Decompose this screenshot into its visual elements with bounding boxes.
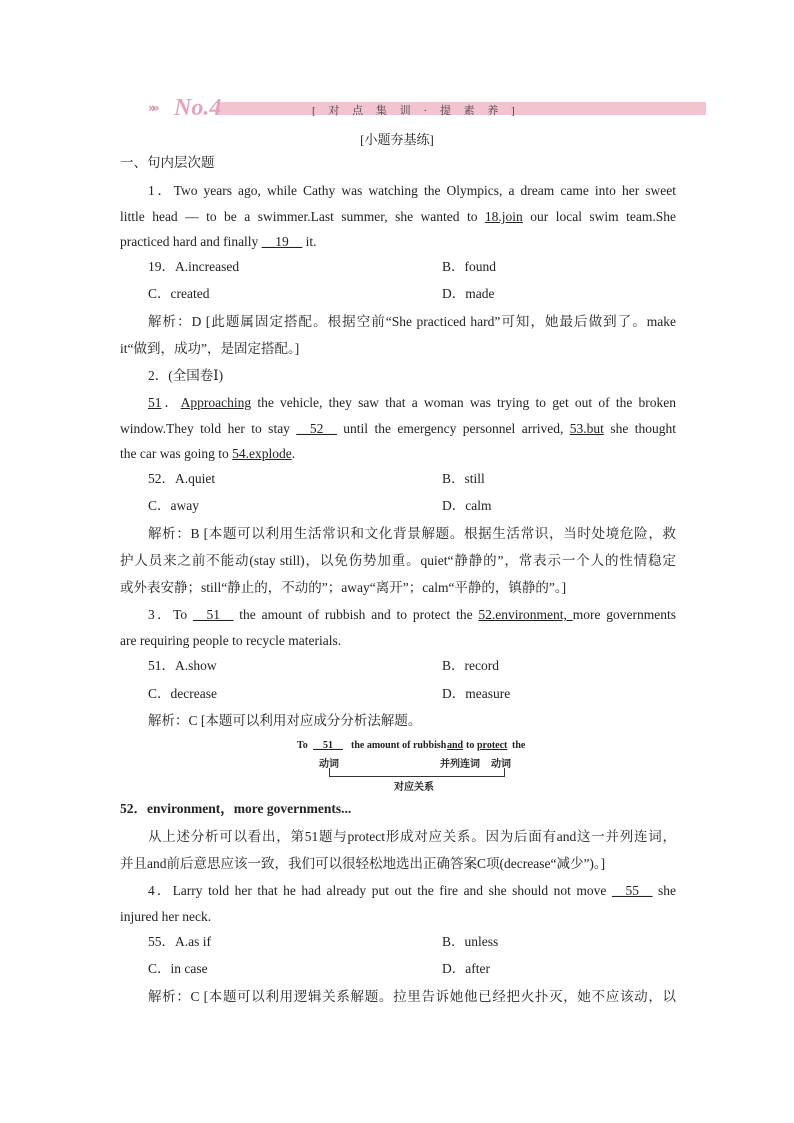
q2-line-2: window.They told her to stay __52__ until the emergency personnel arrived, 53.but she thought <box>120 421 676 436</box>
option-a: 52．A.quiet <box>148 471 216 486</box>
q1-explanation-2: it“做到，成功”，是固定搭配。] <box>120 341 300 356</box>
diagram-bracket <box>329 768 505 777</box>
diagram-and: and <box>447 740 464 751</box>
q4-line-1: 4．Larry told her that he had already put out the fire and she should not move __55__ she <box>148 883 676 898</box>
diagram-blank: __51__ <box>313 740 343 751</box>
blank-52: __52__ <box>296 421 337 436</box>
option-a: 19．A.increased <box>148 259 240 274</box>
q3-line-1: 3．To __51__ the amount of rubbish and to protect the 52.environment, more governments <box>148 607 676 622</box>
q1-line-2: little head — to be a swimmer.Last summer, she wanted to 18.join our local swim team.She <box>120 209 676 224</box>
option-d: D．made <box>442 286 495 301</box>
option-c: C．created <box>148 286 210 301</box>
diagram-the: the <box>512 740 526 751</box>
diagram-to2: to <box>466 740 475 751</box>
banner-title: [ 对 点 集 训 · 提 素 养 ] <box>312 105 520 117</box>
diagram-label-verb-2: 动词 <box>491 759 511 770</box>
banner-logo: No.4 <box>174 95 222 121</box>
option-d: D．measure <box>442 686 511 701</box>
q2-explanation-3: 或外表安静；still“静止的，不动的”；away“离开”；calm“平静的，镇静的”。] <box>120 580 567 595</box>
q4-explanation-1: 解析：C [本题可以利用逻辑关系解题。拉里告诉她他已经把火扑灭，她不应该动，以 <box>148 989 676 1004</box>
option-a: 51．A.show <box>148 658 217 673</box>
option-b: B．unless <box>442 934 499 949</box>
option-d: D．after <box>442 961 490 976</box>
diagram-to: To <box>297 740 308 751</box>
option-c: C．away <box>148 498 199 513</box>
q3-explanation-1: 解析：C [本题可以利用对应成分分析法解题。 <box>148 713 422 728</box>
diagram-label-relation: 对应关系 <box>394 782 434 793</box>
option-c: C．decrease <box>148 686 217 701</box>
option-b: B．still <box>442 471 485 486</box>
q2-explanation-1: 解析：B [本题可以利用生活常识和文化背景解题。根据生活常识，当时处境危险，救 <box>148 526 676 541</box>
q1-explanation-1: 解析：D [此题属固定搭配。根据空前“She practiced hard”可知，她最后做到了。make <box>148 314 676 329</box>
q2-heading: 2．(全国卷Ⅰ) <box>148 368 224 383</box>
q1-line-1: 1．Two years ago, while Cathy was watching the Olympics, a dream came into her sweet <box>148 183 676 198</box>
diagram-label-conj: 并列连词 <box>440 759 480 770</box>
blank-19: __19__ <box>261 234 303 249</box>
subtitle: [小题夯基练] <box>360 132 434 147</box>
q4-line-2: injured her neck. <box>120 909 212 924</box>
diagram-label-verb-1: 动词 <box>319 759 339 770</box>
correspondence-diagram <box>295 738 535 794</box>
blank-55: __55__ <box>611 883 653 898</box>
q2-line-3: the car was going to 54.explode. <box>120 446 296 461</box>
option-b: B．found <box>442 259 496 274</box>
section-heading: 一、句内层次题 <box>120 155 215 170</box>
q1-line-3: practiced hard and finally __19__ it. <box>120 234 317 249</box>
q3-line-2: are requiring people to recycle materials. <box>120 633 342 648</box>
q2-explanation-2: 护人员来之前不能动(stay still)，以免伤势加重。quiet“静静的”，常表示一个人的性情稳定 <box>120 553 676 568</box>
option-b: B．record <box>442 658 499 673</box>
option-d: D．calm <box>442 498 492 513</box>
q3-bold-line: 52．environment，more governments... <box>120 801 352 816</box>
double-chevron-icon: »» <box>148 101 156 115</box>
option-a: 55．A.as if <box>148 934 211 949</box>
q3-explanation-3: 并且and前后意思应该一致，我们可以很轻松地选出正确答案C项(decrease“减少”)。] <box>120 856 606 871</box>
q3-explanation-2: 从上述分析可以看出，第51题与protect形成对应关系。因为后面有and这一并列连词， <box>148 829 676 844</box>
blank-51: __51__ <box>192 607 234 622</box>
diagram-protect: protect <box>477 740 508 751</box>
section-banner <box>148 95 708 121</box>
diagram-phrase: the amount of rubbish <box>351 740 447 751</box>
option-c: C．in case <box>148 961 208 976</box>
q2-line-1: 51．Approaching the vehicle, they saw that a woman was trying to get out of the broken <box>148 395 677 410</box>
